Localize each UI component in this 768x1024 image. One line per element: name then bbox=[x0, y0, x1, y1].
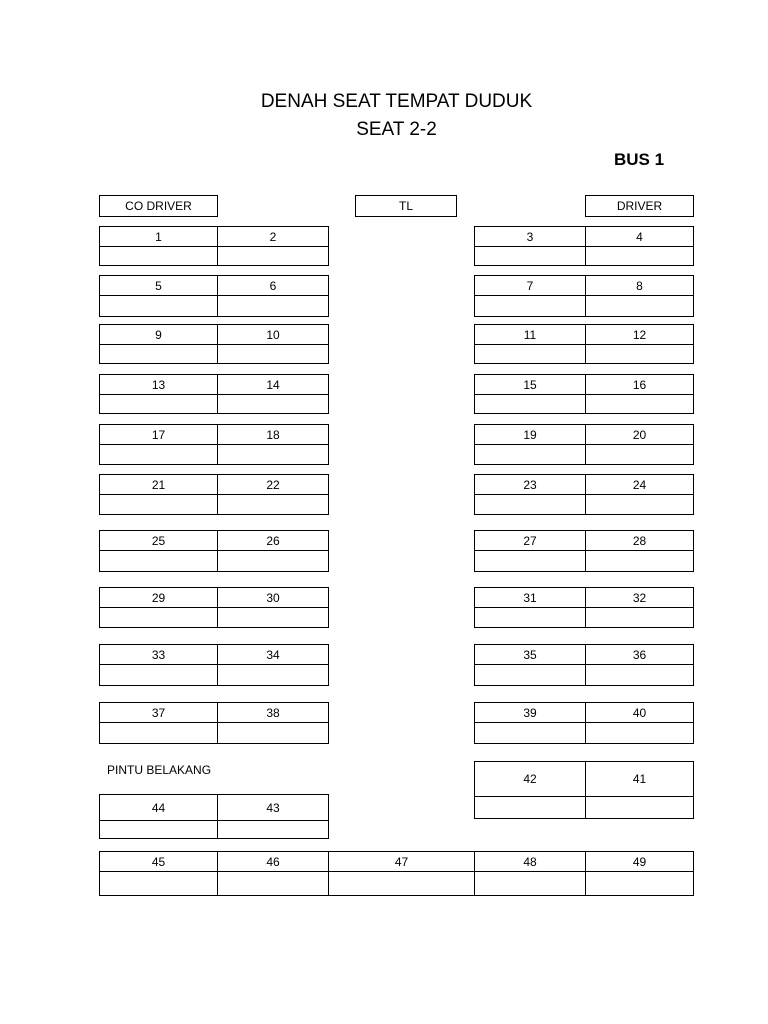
seat-number: 9 bbox=[100, 325, 217, 345]
seat-box[interactable] bbox=[99, 275, 218, 317]
seat-number: 37 bbox=[100, 703, 217, 723]
seat-box[interactable] bbox=[217, 275, 329, 317]
seat-number: 10 bbox=[218, 325, 328, 345]
seat-box[interactable] bbox=[99, 530, 218, 572]
page-subtitle: SEAT 2-2 bbox=[356, 119, 437, 140]
seat-number: 44 bbox=[100, 795, 217, 821]
seat-name-field[interactable] bbox=[475, 296, 585, 316]
seat-name-field[interactable] bbox=[586, 345, 693, 363]
seat-name-field[interactable] bbox=[475, 608, 585, 627]
seat-name-field[interactable] bbox=[586, 395, 693, 413]
seat-name-field[interactable] bbox=[475, 551, 585, 571]
seat-name-field[interactable] bbox=[475, 723, 585, 743]
seat-box[interactable] bbox=[474, 702, 586, 744]
seat-number: 36 bbox=[586, 645, 693, 665]
seat-number: 6 bbox=[218, 276, 328, 296]
seat-name-field[interactable] bbox=[218, 395, 328, 413]
seat-number: 47 bbox=[329, 852, 474, 872]
seat-box[interactable] bbox=[217, 424, 329, 465]
seat-box[interactable] bbox=[585, 587, 694, 628]
seat-box[interactable] bbox=[585, 702, 694, 744]
seat-number: 1 bbox=[100, 227, 217, 247]
seat-number: 20 bbox=[586, 425, 693, 445]
seat-number: 49 bbox=[586, 852, 693, 872]
seat-name-field[interactable] bbox=[100, 551, 217, 571]
seat-box[interactable] bbox=[585, 374, 694, 414]
seat-name-field[interactable] bbox=[586, 665, 693, 685]
seat-box[interactable] bbox=[474, 324, 586, 364]
seat-name-field[interactable] bbox=[586, 723, 693, 743]
seat-box[interactable] bbox=[585, 424, 694, 465]
seat-number: 17 bbox=[100, 425, 217, 445]
seat-name-field[interactable] bbox=[218, 723, 328, 743]
seat-name-field[interactable] bbox=[218, 495, 328, 514]
seat-name-field[interactable] bbox=[100, 608, 217, 627]
seat-number: 46 bbox=[218, 852, 328, 872]
seat-number: 2 bbox=[218, 227, 328, 247]
seat-name-field[interactable] bbox=[218, 608, 328, 627]
seat-box[interactable] bbox=[99, 324, 218, 364]
seat-box[interactable] bbox=[217, 644, 329, 686]
seat-name-field[interactable] bbox=[100, 296, 217, 316]
seat-box[interactable] bbox=[474, 424, 586, 465]
seat-name-field[interactable] bbox=[586, 445, 693, 464]
back-door-label: PINTU BELAKANG bbox=[107, 763, 212, 777]
seat-box[interactable] bbox=[585, 644, 694, 686]
seat-name-field[interactable] bbox=[100, 821, 217, 838]
seat-name-field[interactable] bbox=[100, 495, 217, 514]
seat-number: 4 bbox=[586, 227, 693, 247]
seat-name-field[interactable] bbox=[218, 296, 328, 316]
seat-number: 34 bbox=[218, 645, 328, 665]
seat-box[interactable] bbox=[585, 530, 694, 572]
seat-name-field[interactable] bbox=[218, 445, 328, 464]
seat-number: 11 bbox=[475, 325, 585, 345]
seat-box[interactable] bbox=[474, 226, 586, 266]
seat-box[interactable] bbox=[474, 851, 586, 896]
seat-box[interactable] bbox=[474, 530, 586, 572]
seat-name-field[interactable] bbox=[218, 872, 328, 895]
seat-name-field[interactable] bbox=[586, 551, 693, 571]
seat-number: 27 bbox=[475, 531, 585, 551]
seat-number: 32 bbox=[586, 588, 693, 608]
seat-box[interactable] bbox=[99, 702, 218, 744]
seat-box[interactable] bbox=[99, 644, 218, 686]
seat-box[interactable] bbox=[99, 587, 218, 628]
seat-box[interactable] bbox=[585, 474, 694, 515]
seat-name-field[interactable] bbox=[586, 296, 693, 316]
seat-number: 43 bbox=[218, 795, 328, 821]
bus-label: BUS 1 bbox=[614, 150, 665, 169]
seat-number: 7 bbox=[475, 276, 585, 296]
seat-name-field[interactable] bbox=[218, 665, 328, 685]
seat-name-field[interactable] bbox=[475, 495, 585, 514]
seat-number: 30 bbox=[218, 588, 328, 608]
seat-box[interactable] bbox=[474, 587, 586, 628]
seat-name-field[interactable] bbox=[586, 495, 693, 514]
seat-box[interactable] bbox=[217, 794, 329, 839]
seat-number: 25 bbox=[100, 531, 217, 551]
seat-name-field[interactable] bbox=[100, 445, 217, 464]
seat-name-field[interactable] bbox=[475, 445, 585, 464]
seat-number: 23 bbox=[475, 475, 585, 495]
seat-box[interactable] bbox=[217, 702, 329, 744]
seat-name-field[interactable] bbox=[100, 665, 217, 685]
seat-number: 33 bbox=[100, 645, 217, 665]
seat-box[interactable] bbox=[585, 761, 694, 819]
seat-box[interactable] bbox=[328, 851, 475, 896]
seat-number: 12 bbox=[586, 325, 693, 345]
seat-name-field[interactable] bbox=[586, 247, 693, 265]
seat-name-field[interactable] bbox=[475, 345, 585, 363]
seat-name-field[interactable] bbox=[586, 872, 693, 895]
seat-number: 13 bbox=[100, 375, 217, 395]
seat-number: 39 bbox=[475, 703, 585, 723]
tl-label: TL bbox=[355, 195, 457, 217]
page-title: DENAH SEAT TEMPAT DUDUK bbox=[260, 91, 533, 112]
seat-number: 41 bbox=[586, 762, 693, 797]
seat-number: 16 bbox=[586, 375, 693, 395]
seat-box[interactable] bbox=[474, 474, 586, 515]
seat-number: 8 bbox=[586, 276, 693, 296]
seat-number: 40 bbox=[586, 703, 693, 723]
seat-box[interactable] bbox=[474, 761, 586, 819]
seat-box[interactable] bbox=[99, 851, 218, 896]
seat-box[interactable] bbox=[99, 226, 218, 266]
seat-box[interactable] bbox=[585, 226, 694, 266]
seat-box[interactable] bbox=[217, 226, 329, 266]
seat-name-field[interactable] bbox=[475, 395, 585, 413]
seat-number: 14 bbox=[218, 375, 328, 395]
seat-number: 22 bbox=[218, 475, 328, 495]
seat-box[interactable] bbox=[99, 474, 218, 515]
seat-number: 29 bbox=[100, 588, 217, 608]
seat-number: 24 bbox=[586, 475, 693, 495]
driver-label: DRIVER bbox=[585, 195, 694, 217]
seat-box[interactable] bbox=[217, 530, 329, 572]
seat-box[interactable] bbox=[585, 275, 694, 317]
seat-name-field[interactable] bbox=[586, 608, 693, 627]
seat-name-field[interactable] bbox=[586, 797, 693, 818]
seat-number: 48 bbox=[475, 852, 585, 872]
seat-box[interactable] bbox=[217, 374, 329, 414]
seat-number: 18 bbox=[218, 425, 328, 445]
seat-number: 15 bbox=[475, 375, 585, 395]
seat-number: 19 bbox=[475, 425, 585, 445]
seat-box[interactable] bbox=[474, 275, 586, 317]
seat-name-field[interactable] bbox=[100, 247, 217, 265]
seat-number: 35 bbox=[475, 645, 585, 665]
seat-box[interactable] bbox=[99, 794, 218, 839]
seat-number: 38 bbox=[218, 703, 328, 723]
seat-box[interactable] bbox=[99, 374, 218, 414]
seat-box[interactable] bbox=[585, 851, 694, 896]
seat-name-field[interactable] bbox=[100, 395, 217, 413]
seat-number: 28 bbox=[586, 531, 693, 551]
seat-box[interactable] bbox=[217, 474, 329, 515]
seat-box[interactable] bbox=[217, 851, 329, 896]
seat-number: 45 bbox=[100, 852, 217, 872]
seat-name-field[interactable] bbox=[475, 797, 585, 818]
seat-box[interactable] bbox=[474, 644, 586, 686]
seat-box[interactable] bbox=[217, 324, 329, 364]
seat-number: 26 bbox=[218, 531, 328, 551]
seat-name-field[interactable] bbox=[475, 872, 585, 895]
seat-box[interactable] bbox=[585, 324, 694, 364]
seat-number: 5 bbox=[100, 276, 217, 296]
seat-name-field[interactable] bbox=[475, 665, 585, 685]
seat-number: 3 bbox=[475, 227, 585, 247]
co-driver-label: CO DRIVER bbox=[99, 195, 218, 217]
seat-number: 31 bbox=[475, 588, 585, 608]
seat-number: 42 bbox=[475, 762, 585, 797]
seat-name-field[interactable] bbox=[218, 345, 328, 363]
seat-name-field[interactable] bbox=[329, 872, 474, 895]
seat-name-field[interactable] bbox=[218, 821, 328, 838]
seat-name-field[interactable] bbox=[100, 723, 217, 743]
seat-box[interactable] bbox=[474, 374, 586, 414]
seat-name-field[interactable] bbox=[218, 551, 328, 571]
seat-box[interactable] bbox=[99, 424, 218, 465]
seat-name-field[interactable] bbox=[218, 247, 328, 265]
seat-name-field[interactable] bbox=[100, 872, 217, 895]
seat-name-field[interactable] bbox=[475, 247, 585, 265]
seat-box[interactable] bbox=[217, 587, 329, 628]
seat-number: 21 bbox=[100, 475, 217, 495]
seat-name-field[interactable] bbox=[100, 345, 217, 363]
